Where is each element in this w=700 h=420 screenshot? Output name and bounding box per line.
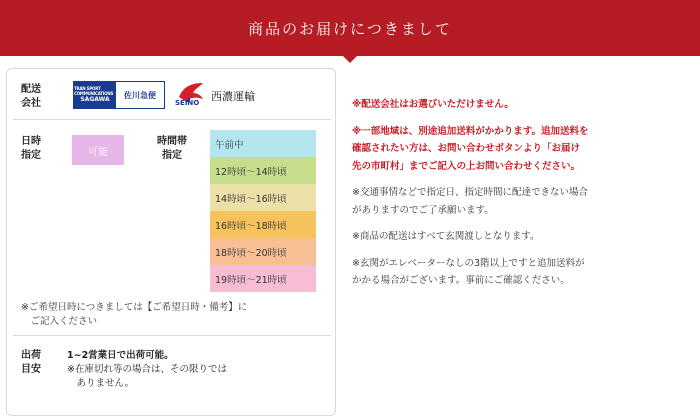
notes-list (352, 96, 688, 299)
seino-name: 西濃運輸 (211, 90, 255, 103)
sagawa-brand: SAGAWA (80, 96, 110, 103)
shipping-info (67, 349, 317, 391)
time-slot: 19時頃〜21時頃 (210, 265, 316, 292)
sagawa-tagline: TRAN SPORT COMMUNICATIONS (74, 86, 114, 96)
date-time-note: ※ご希望日時につきましては【ご希望日時・備考】に ご記入ください (21, 302, 248, 327)
shipping-main: 1~2営業日で出荷可能。 (67, 350, 174, 361)
date-label: 日時 指定 (21, 136, 41, 161)
time-slot: 14時頃〜16時頃 (210, 184, 316, 211)
date-status-badge: 可能 (72, 135, 124, 165)
header-banner (0, 0, 700, 56)
note-item: ※配送会社はお選びいただけません。 (352, 99, 514, 110)
sagawa-kanji: 佐川急便 (116, 82, 164, 108)
time-slot: 16時頃〜18時頃 (210, 211, 316, 238)
seino-logo-text: SEINO (175, 99, 200, 107)
note-item: ※玄関がエレベーターなしの3階以上ですと追加送料が かかる場合がございます。事前にご確認ください。 (352, 257, 585, 286)
divider (13, 119, 331, 120)
time-label: 時間帯 指定 (157, 136, 187, 161)
note-item: ※商品の配送はすべて玄関渡しとなります。 (352, 231, 540, 242)
shipping-note: ※在庫切れ等の場合は、その限りでは ありません。 (67, 364, 227, 389)
time-slot: 午前中 (210, 130, 316, 157)
time-slot-list (210, 130, 316, 292)
divider (13, 335, 331, 336)
header-notch (343, 56, 357, 63)
time-slot: 18時頃〜20時頃 (210, 238, 316, 265)
sagawa-logo (73, 81, 165, 109)
page-title: 商品のお届けにつきまして (248, 19, 452, 38)
shipping-label: 出荷 目安 (21, 350, 41, 375)
shipping-info-panel (6, 68, 336, 416)
note-item: ※一部地域は、別途追加送料がかかります。追加送料を 確認されたい方は、お問い合わせボタンより「お届け 先の市町村」までご記入の上お問い合わせください。 (352, 125, 589, 172)
time-slot: 12時頃〜14時頃 (210, 157, 316, 184)
note-item: ※交通事情などで指定日、指定時間に配達できない場合 がありますのでご了承願います。 (352, 187, 588, 216)
delivery-company-label: 配送 会社 (21, 84, 41, 109)
